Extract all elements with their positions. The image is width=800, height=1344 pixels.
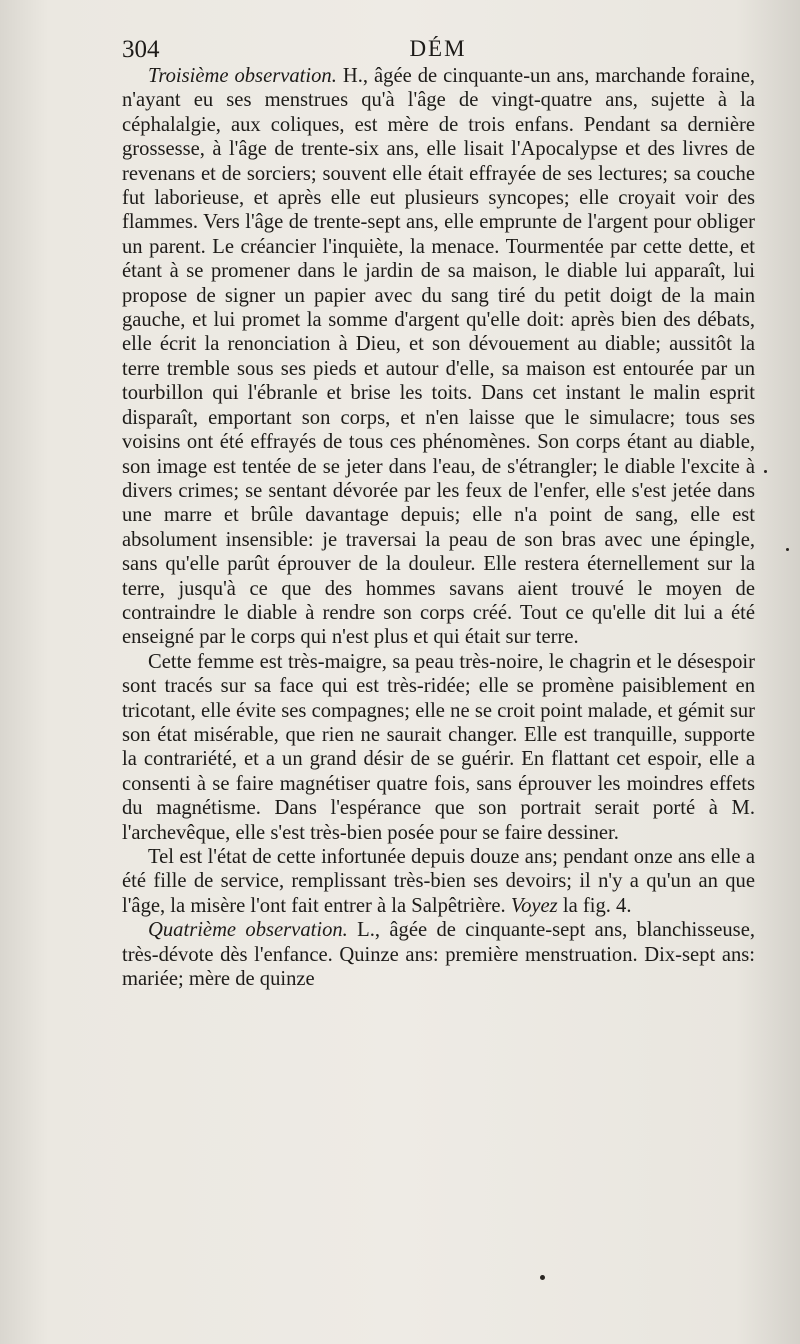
paragraph-state bbox=[122, 845, 755, 918]
paragraph-text: H., âgée de cinquante-un ans, marchande foraine, n'ayant eu ses menstrues qu'à l'âge de vingt-quatre ans, sujette à la céphalalgie, aux coliques, est mère de trois enfans. Pendant sa dernière grossesse, à l'âge de trente-six ans, elle lisait l'Apocalypse et des livres de revenans et de sorciers; souvent elle était effrayée de ses lectures; sa couche fut laborieuse, et après elle eut plusieurs syncopes; elle croyait voir des flammes. Vers l'âge de trente-sept ans, elle emprunte de l'argent pour obliger un parent. Le créancier l'inquiète, la menace. Tourmentée par cette dette, et étant à se promener dans le jardin de sa maison, le diable lui apparaît, lui propose de signer un papier avec du sang tiré du petit doigt de la main gauche, et lui promet la somme d'argent qu'elle doit: après bien des débats, elle écrit la renonciation à Dieu, et son dévouement au diable; aussitôt la terre tremble sous ses pieds et autour d'elle, sa maison est entourée par un tourbillon qui l'ébranle et brise les toits. Dans cet instant le malin esprit disparaît, emportant son corps, et n'en laisse que le simulacre; tous ses voisins ont été effrayés de tous ces phénomènes. Son corps étant au diable, son image est tentée de se jeter dans l'eau, de s'étrangler; le diable l'excite à divers crimes; se sentant dévorée par les feux de l'enfer, elle s'est jetée dans une marre et brûle davantage depuis; elle n'a point de sang, elle est absolument insensible: je traversai la peau de son bras avec une épingle, sans qu'elle parût éprouver de la douleur. Elle restera éternellement sur la terre, jusqu'à ce que des hommes savans aient trouvé le moyen de contraindre le diable à rendre son corps créé. Tout ce qu'elle dit lui a été enseigné par le corps qui n'est plus et qui était sur terre. bbox=[122, 65, 755, 649]
ink-speck bbox=[540, 1275, 545, 1280]
running-head: DÉM bbox=[409, 36, 467, 61]
ink-speck bbox=[786, 548, 789, 551]
paragraph-fourth-observation bbox=[122, 918, 755, 991]
body-text bbox=[122, 64, 755, 991]
figure-reference-voyez: Voyez bbox=[510, 894, 558, 917]
paragraph-text: L., âgée de cinquante-sept ans, blanchisseuse, très-dévote dès l'enfance. Quinze ans: première menstruation. Dix-sept ans: mariée; mère de quinze bbox=[122, 919, 755, 991]
page-number: 304 bbox=[122, 36, 160, 63]
paragraph-text: Cette femme est très-maigre, sa peau très-noire, le chagrin et le désespoir sont tracés sur sa face qui est très-ridée; elle se promène paisiblement en tricotant, elle évite ses compagnes; elle ne se croit point malade, et gémit sur son état misérable, que rien ne saurait changer. Elle est tranquille, supporte la contrariété, et a un grand désir de se guérir. En flattant cet espoir, elle a consenti à se faire magnétiser quatre fois, sans éprouver les moindres effets du magnétisme. Dans l'espérance que son portrait serait porté à M. l'archevêque, elle s'est très-bien posée pour se faire dessiner. bbox=[122, 650, 755, 844]
observation-heading: Troisième observation. bbox=[148, 65, 337, 87]
paragraph-description bbox=[122, 650, 755, 845]
figure-reference: la fig. 4. bbox=[557, 894, 632, 917]
observation-heading: Quatrième observation. bbox=[148, 919, 348, 942]
ink-speck bbox=[764, 470, 767, 473]
paragraph-third-observation bbox=[122, 64, 755, 650]
page-header bbox=[122, 36, 754, 66]
paragraph-text: Tel est l'état de cette infortunée depuis douze ans; pendant onze ans elle a été fille de service, remplissant très-bien ses devoirs; il n'y a qu'un an que l'âge, la misère l'ont fait entrer à la Salpêtrière. bbox=[122, 846, 755, 917]
